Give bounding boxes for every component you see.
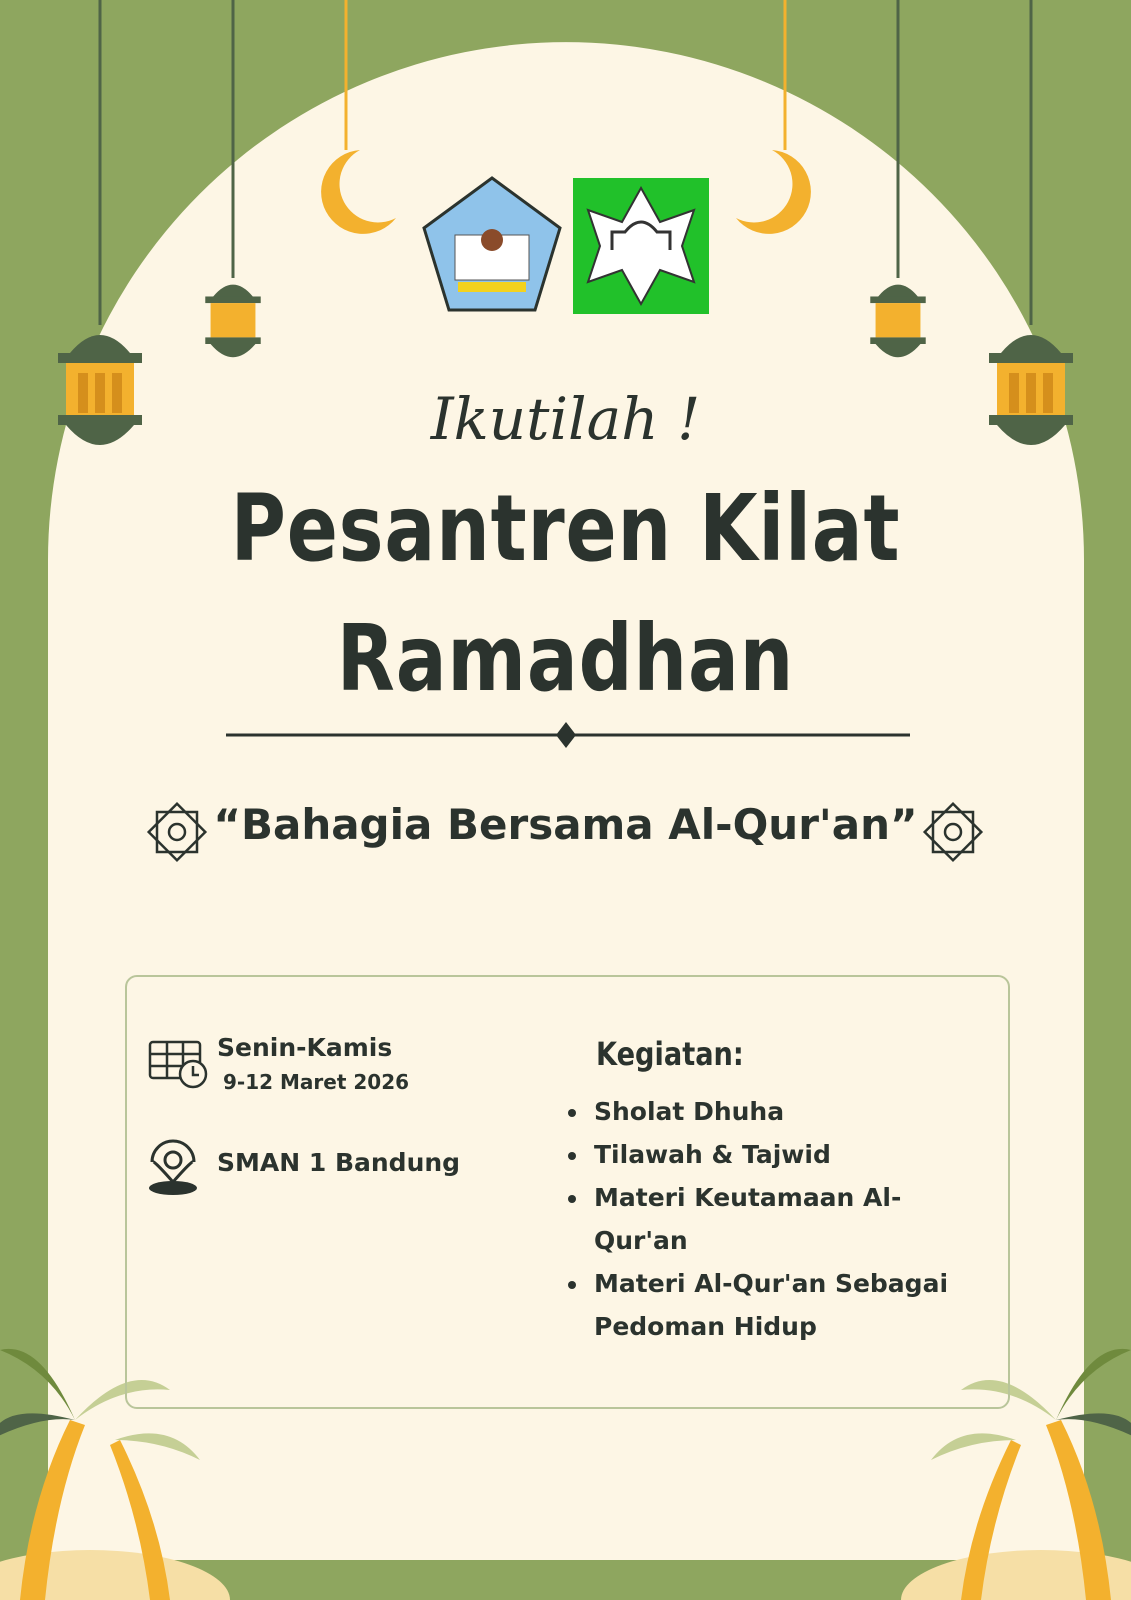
title-line-2: Ramadhan <box>336 605 795 712</box>
list-item: • Materi Keutamaan Al-Qur'an <box>590 1176 950 1262</box>
title-line-1: Pesantren Kilat <box>230 475 901 582</box>
subtitle: Ikutilah ! <box>430 385 701 453</box>
event-dates: 9-12 Maret 2026 <box>223 1070 410 1094</box>
event-days: Senin-Kamis <box>217 1033 393 1062</box>
activities-title: Kegiatan: <box>596 1035 744 1073</box>
rohis-logo <box>573 178 709 314</box>
activities-list <box>562 1090 950 1348</box>
tagline: “Bahagia Bersama Al-Qur'an” <box>213 800 918 849</box>
list-item: • Sholat Dhuha <box>590 1090 950 1133</box>
list-item: • Tilawah & Tajwid <box>590 1133 950 1176</box>
list-item: • Materi Al-Qur'an Sebagai Pedoman Hidup <box>590 1262 950 1348</box>
event-location: SMAN 1 Bandung <box>217 1148 461 1177</box>
